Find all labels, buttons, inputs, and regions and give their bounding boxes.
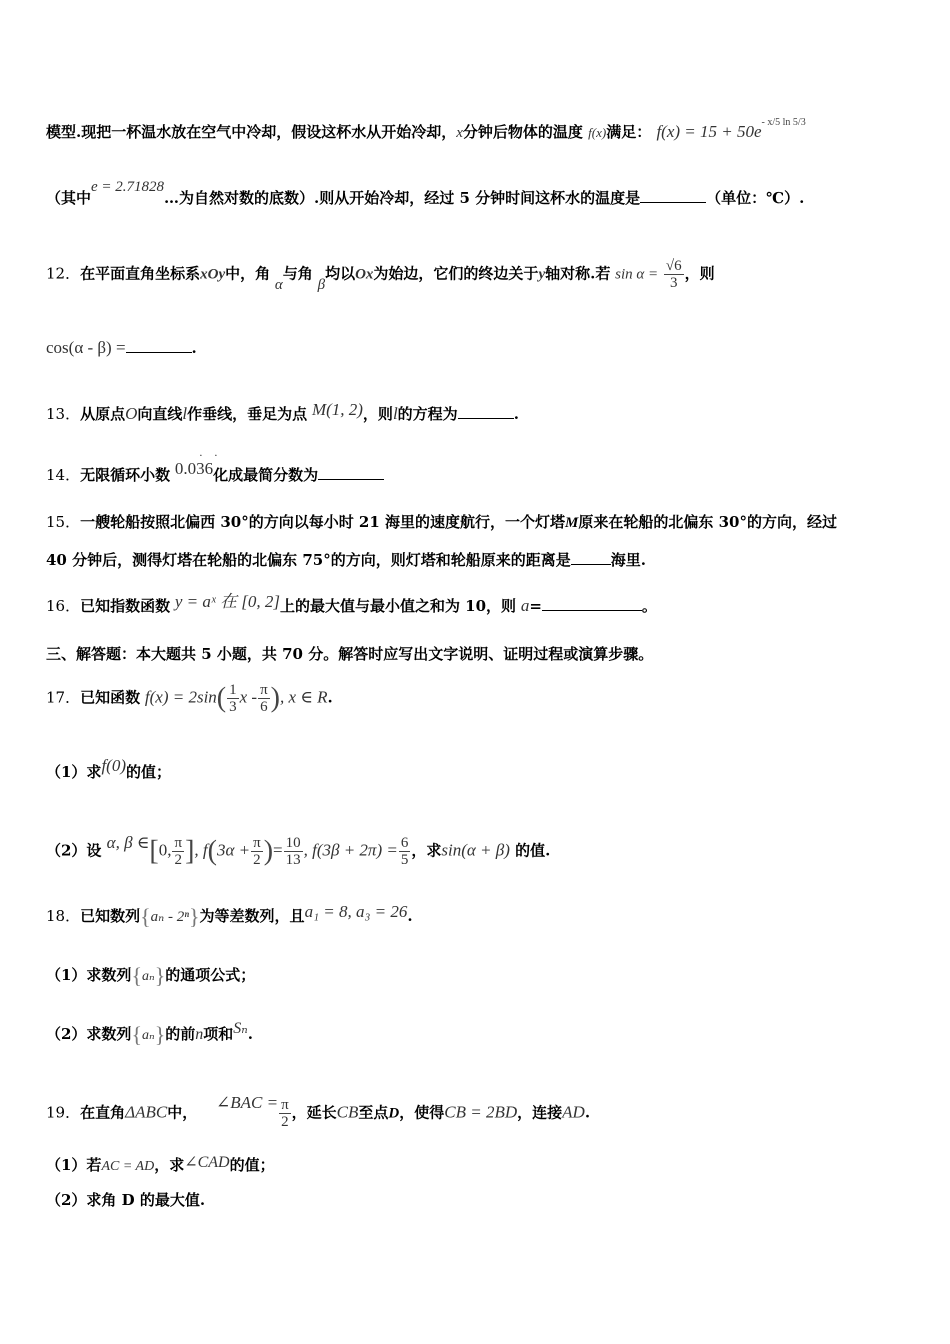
p16: 16．已知指数函数 y = aˣ 在 [0, 2]上的最大值与最小值之和为 10，则 a= 。 [46, 592, 657, 615]
p12-line1: 12．在平面直角坐标系xOy中，角 α与角 β均以Ox为始边，它们的终边关于y轴对称.若 sin α = $\frac{√6}{3}$ ，则 [46, 258, 715, 293]
p18-q1: （1）求数列{aₙ}的通项公式； [46, 963, 256, 988]
answer-blank-14[interactable] [318, 465, 384, 480]
answer-blank-11[interactable] [640, 188, 706, 203]
fx-label: f(x) [588, 125, 607, 140]
p14: 14．无限循环小数 0.036 · · 化成最简分数为 [46, 465, 384, 485]
cos-expression: cos(α - β) = [46, 338, 126, 357]
p17-q1: （1）求f(0)的值； [46, 756, 171, 781]
p12-line2: cos(α - β) = . [46, 338, 197, 357]
answer-blank-16[interactable] [542, 596, 642, 611]
temp-exponent: - x/5 ln 5/3 [761, 117, 806, 128]
exp-function: y = aˣ 在 [0, 2] [174, 592, 280, 611]
p13: 13．从原点O向直线l作垂线，垂足为点 M(1, 2)，则l的方程为 . [46, 400, 519, 423]
p18-q2: （2）求数列{aₙ}的前n项和Sₙ. [46, 1020, 254, 1047]
p15-line2: 40 分钟后，测得灯塔在轮船的北偏东 75°的方向，则灯塔和轮船原来的距离是 海里. [46, 551, 646, 569]
p19-q2: （2）求角 D 的最大值. [46, 1191, 206, 1209]
e-constant: e = 2.71828 [91, 179, 165, 195]
p19: 19．在直角ΔABC中， ∠BAC = $\frac{\pi}{2}$ ，延长CB至点D，使得CB = 2BD，连接AD. [46, 1092, 591, 1130]
answer-blank-13[interactable] [458, 404, 514, 419]
p18: 18．已知数列{aₙ - 2ⁿ}为等差数列，且a₁ = 8, a₃ = 26. [46, 902, 413, 929]
p11-line1: 模型.现把一杯温水放在空气中冷却，假设这杯水从开始冷却，x分钟后物体的温度 f(x)满足： $f(x) = 15 + 50e^{- x/5 ln 5/3}$ [46, 117, 806, 141]
sin-alpha: sin α = [615, 266, 659, 283]
answer-blank-15[interactable] [571, 550, 611, 565]
p11-line2: （其中e = 2.71828…为自然对数的底数）.则从开始冷却，经过 5 分钟时间这杯水的温度是 （单位：℃）. [46, 179, 805, 207]
repeat-dots: · · [198, 448, 222, 462]
answer-blank-12[interactable] [126, 338, 192, 353]
p15-line1: 15．一艘轮船按照北偏西 30°的方向以每小时 21 海里的速度航行，一个灯塔M原来在轮船的北偏东 30°的方向，经过 [46, 513, 837, 531]
repeating-decimal: 0.036 · · [175, 465, 213, 485]
temp-formula: f(x) = 15 + 50e [656, 122, 762, 141]
p17-q2: （2）设 α, β ∈[0, $\frac{\pi}{2}$ ], f(3α + $\frac{\pi}{2}$ )= $\frac{10}{13}$ , f(3β + 2π) = $\frac{6}{5}$ ，求sin(α + β) 的值. [46, 832, 551, 868]
section-3-heading: 三、解答题：本大题共 5 小题，共 70 分。解答时应写出文字说明、证明过程或演算步骤。 [46, 645, 654, 663]
p17: 17．已知函数 f(x) = 2sin( $\frac{1}{3}$ x - $\frac{\pi}{6}$ ), x ∈ R. [46, 682, 333, 715]
p19-q1: （1）若AC = AD，求∠CAD的值； [46, 1154, 275, 1174]
point-m: M(1, 2) [311, 400, 363, 419]
frac-sqrt6-3: $\frac{√6}{3}$ [665, 258, 682, 291]
var-x: x [456, 125, 463, 141]
